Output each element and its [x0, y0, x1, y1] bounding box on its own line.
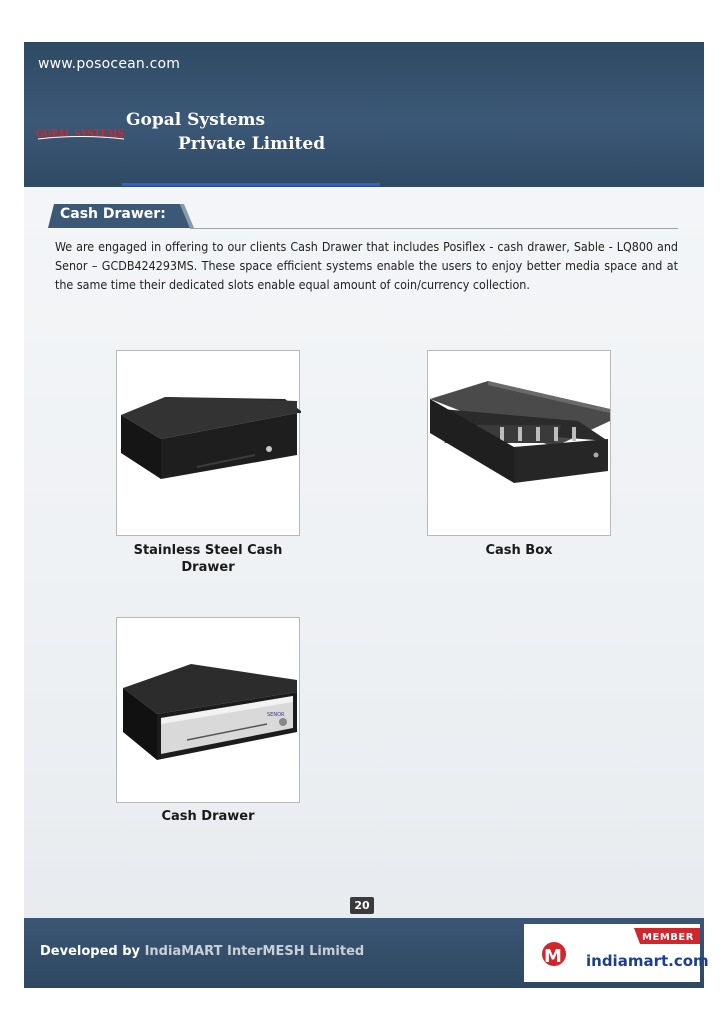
section-rule [190, 228, 678, 229]
open-cash-box-image [428, 351, 612, 537]
developed-by-prefix: Developed by [40, 944, 141, 959]
developed-by-credit [40, 944, 364, 959]
header-banner [24, 42, 704, 187]
company-name-line2: Private Limited [178, 134, 326, 154]
indiamart-member-badge[interactable] [524, 924, 709, 982]
product-caption: Stainless Steel Cash Drawer [133, 543, 283, 575]
header-divider [122, 183, 380, 186]
steel-front-cash-drawer-image [117, 618, 301, 804]
svg-text:GOPAL SYSTEMS: GOPAL SYSTEMS [36, 127, 125, 140]
svg-text:M: M [544, 946, 562, 967]
product-caption: Cash Box [485, 543, 553, 558]
svg-text:SENOR: SENOR [267, 712, 285, 718]
product-caption: Cash Drawer [161, 809, 255, 824]
indiamart-logo-text: indiamart.com [586, 952, 709, 970]
footer-banner [24, 918, 709, 988]
product-image-frame[interactable] [116, 350, 300, 536]
member-label: MEMBER [642, 932, 694, 943]
section-description: We are engaged in offering to our clients Cash Drawer that includes Posiflex - cash drawer, Sable - LQ800 and Senor – GCDB424293MS. These space efficient systems enable the users to enjoy better media space and at the same time their dedicated slots enable equal amount of coin/currency collection. [55, 239, 678, 292]
site-url[interactable]: www.posocean.com [38, 56, 181, 72]
section-title: Cash Drawer: [60, 206, 166, 222]
product-image-frame[interactable] [427, 350, 611, 536]
company-logo [36, 122, 126, 142]
developer-company-link[interactable]: IndiaMART InterMESH Limited [144, 944, 365, 959]
black-cash-drawer-image [117, 351, 301, 537]
product-image-frame[interactable] [116, 617, 300, 803]
page-number: 20 [350, 897, 374, 914]
company-name-line1: Gopal Systems [126, 110, 266, 130]
